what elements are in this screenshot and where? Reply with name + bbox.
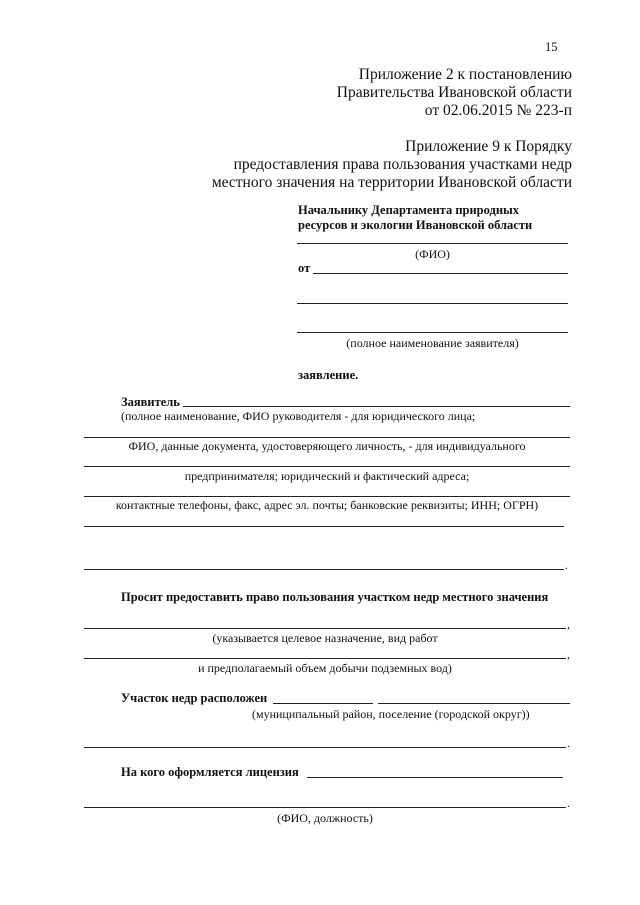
location-fill-line-a bbox=[273, 703, 373, 704]
request-caption-2: и предполагаемый объем добычи подземных вод) bbox=[198, 661, 452, 675]
request-line-1-comma: , bbox=[567, 617, 570, 631]
license-caption: (ФИО, должность) bbox=[277, 811, 373, 825]
applicant-line-6-period: . bbox=[565, 558, 568, 572]
appendix2-line2: Правительства Ивановской области bbox=[336, 84, 572, 101]
appendix2-line1: Приложение 2 к постановлению bbox=[358, 66, 572, 83]
appendix2-line3: от 02.06.2015 № 223-п bbox=[424, 102, 572, 119]
applicant-caption-2: ФИО, данные документа, удостоверяющего личность, - для индивидуального bbox=[128, 439, 526, 453]
location-line-2 bbox=[84, 747, 566, 748]
applicant-line-4 bbox=[84, 496, 570, 497]
fio-fill-line bbox=[297, 243, 568, 244]
applicant-caption-1: (полное наименование, ФИО руководителя - для юридического лица; bbox=[121, 409, 476, 423]
from-fill-line bbox=[313, 273, 568, 274]
page-number: 15 bbox=[545, 40, 558, 54]
applicant-fill-line bbox=[183, 406, 570, 407]
addressee-line2: ресурсов и экологии Ивановской области bbox=[298, 218, 533, 232]
request-caption-1: (указывается целевое назначение, вид работ bbox=[212, 631, 438, 645]
applicant-line-2 bbox=[84, 437, 570, 438]
fio-caption: (ФИО) bbox=[415, 247, 450, 261]
request-text: Просит предоставить право пользования участком недр местного значения bbox=[121, 590, 549, 604]
location-line-2-period: . bbox=[567, 736, 570, 750]
request-line-2-comma: , bbox=[567, 647, 570, 661]
appendix9-line3: местного значения на территории Ивановской области bbox=[211, 174, 572, 191]
applicant-caption-4: контактные телефоны, факс, адрес эл. почты; банковские реквизиты; ИНН; ОГРН) bbox=[115, 498, 539, 512]
location-caption: (муниципальный район, поселение (городской округ)) bbox=[252, 707, 530, 721]
addressee-line1: Начальнику Департамента природных bbox=[298, 203, 520, 217]
statement-title: заявление. bbox=[298, 368, 359, 382]
applicant-caption: (полное наименование заявителя) bbox=[346, 336, 519, 350]
applicant-fill-line-2 bbox=[297, 332, 568, 333]
appendix9-line2: предоставления права пользования участками недр bbox=[233, 156, 572, 173]
license-label: На кого оформляется лицензия bbox=[121, 765, 299, 779]
appendix9-line1: Приложение 9 к Порядку bbox=[405, 138, 572, 155]
applicant-caption-3: предпринимателя; юридический и фактический адреса; bbox=[184, 469, 470, 483]
license-fill-line bbox=[307, 777, 563, 778]
applicant-line-5 bbox=[84, 526, 564, 527]
license-line-2 bbox=[84, 807, 566, 808]
applicant-label: Заявитель bbox=[121, 395, 180, 409]
applicant-line-3 bbox=[84, 466, 570, 467]
location-fill-line-b bbox=[378, 703, 570, 704]
request-line-2 bbox=[84, 658, 566, 659]
applicant-line-6 bbox=[84, 569, 564, 570]
location-label: Участок недр расположен bbox=[121, 691, 268, 705]
from-label: от bbox=[298, 261, 311, 275]
applicant-fill-line-1 bbox=[297, 303, 568, 304]
license-line-2-period: . bbox=[567, 796, 570, 810]
request-line-1 bbox=[84, 628, 566, 629]
